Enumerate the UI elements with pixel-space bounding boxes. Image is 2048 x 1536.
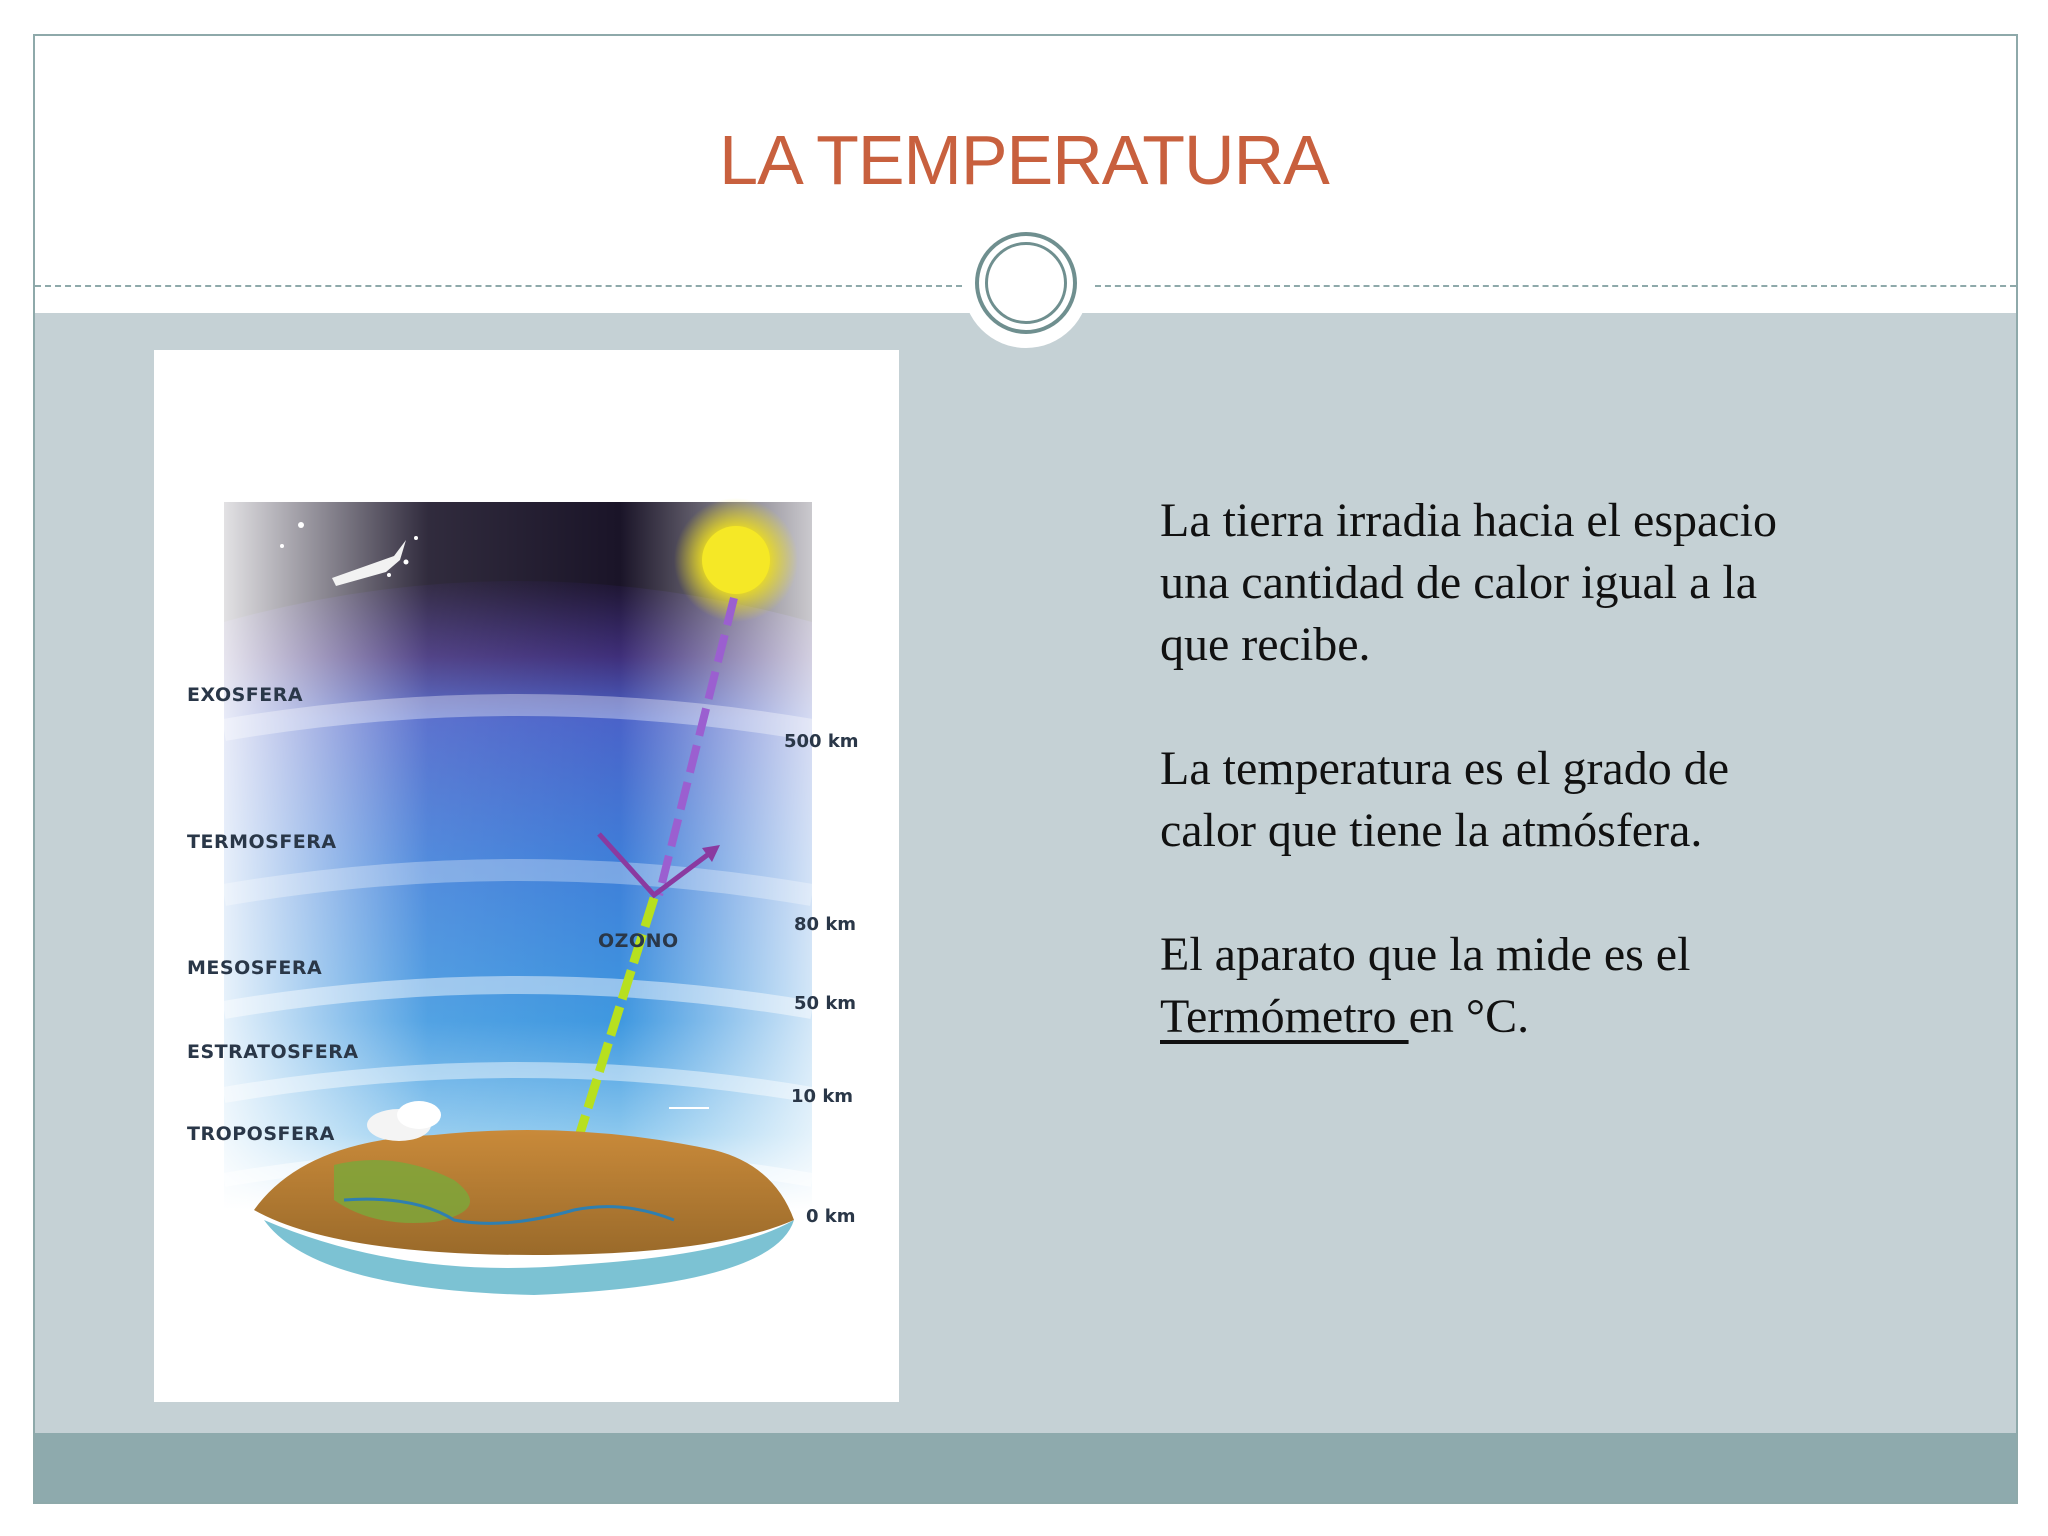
layer-label-estratosfera: ESTRATOSFERA — [187, 1041, 359, 1063]
body-text — [1160, 490, 1800, 1110]
layer-label-termosfera: TERMOSFERA — [187, 831, 337, 853]
atmosphere-figure — [154, 350, 899, 1402]
footer-band — [35, 1433, 2016, 1502]
paragraph-instrument — [1160, 924, 1800, 1048]
altitude-label-500km: 500 km — [784, 731, 859, 752]
paragraph-radiation: La tierra irradia hacia el espacio una cantidad de calor igual a la que recibe. — [1160, 494, 1777, 671]
star — [298, 522, 304, 528]
slide-title: LA TEMPERATURA — [719, 121, 1329, 199]
star — [404, 560, 409, 565]
layer-label-troposfera: TROPOSFERA — [187, 1123, 335, 1145]
cloud-icon — [397, 1101, 441, 1129]
header-divider-left — [35, 285, 962, 287]
sun-icon — [702, 526, 770, 594]
layer-label-mesosfera: MESOSFERA — [187, 957, 323, 979]
star — [387, 573, 391, 577]
altitude-label-50km: 50 km — [794, 993, 857, 1014]
header-divider-right — [1095, 285, 2016, 287]
altitude-label-80km: 80 km — [794, 914, 857, 935]
paragraph-definition: La temperatura es el grado de calor que tiene la atmósfera. — [1160, 742, 1730, 857]
layer-label-exosfera: EXOSFERA — [187, 684, 304, 706]
star — [280, 544, 284, 548]
thermometer-link[interactable]: Termómetro — [1160, 990, 1409, 1043]
ozone-label: OZONO — [598, 930, 679, 952]
title-ornament-inner-ring — [985, 242, 1067, 324]
star — [414, 536, 418, 540]
altitude-label-10km: 10 km — [791, 1086, 854, 1107]
atmosphere-illustration — [154, 350, 899, 1402]
altitude-label-0km: 0 km — [806, 1206, 856, 1227]
instrument-text-before: El aparato que la mide es el — [1160, 928, 1691, 981]
instrument-text-after: en °C. — [1408, 990, 1530, 1043]
